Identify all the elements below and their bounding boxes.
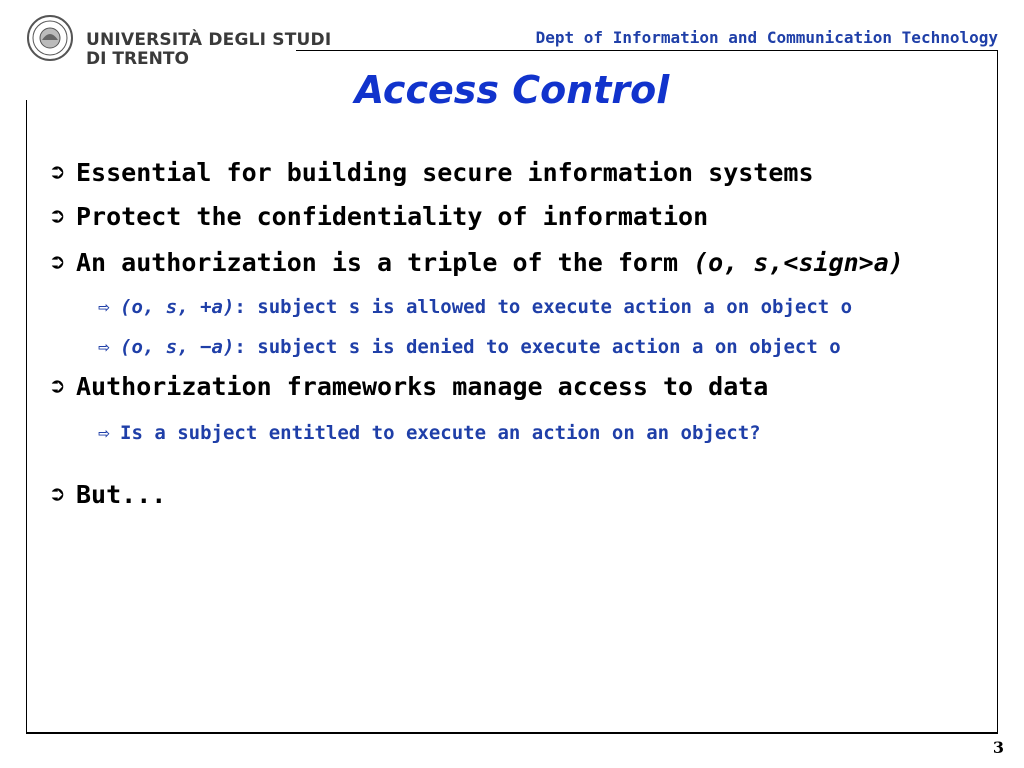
bullet-text: Essential for building secure information systems <box>76 158 814 187</box>
circled-arrow-icon: ➲ <box>50 158 66 187</box>
subbullet-text: Is a subject entitled to execute an action on an object? <box>120 422 761 444</box>
subbullet-text: : subject s is denied to execute action a on object o <box>234 336 841 358</box>
bullet-italic-formula: (o, s,<sign>a) <box>693 248 904 277</box>
bullet-essential <box>50 158 814 187</box>
bullet-text: An authorization is a triple of the form <box>76 248 694 277</box>
slide-title: Access Control <box>354 68 670 112</box>
hollow-arrow-icon: ⇨ <box>98 296 110 318</box>
university-name-line1: UNIVERSITÀ DEGLI STUDI <box>86 30 332 50</box>
bullet-protect <box>50 202 708 231</box>
subbullet-denied <box>98 336 841 358</box>
subbullet-italic-formula: (o, s, +a) <box>120 296 235 318</box>
bullet-but <box>50 480 166 509</box>
subbullet-text: : subject s is allowed to execute action a on object o <box>234 296 853 318</box>
bullet-text: Protect the confidentiality of information <box>76 202 709 231</box>
circled-arrow-icon: ➲ <box>50 248 66 277</box>
circled-arrow-icon: ➲ <box>50 480 66 509</box>
bullet-text: Authorization frameworks manage access to data <box>76 372 769 401</box>
circled-arrow-icon: ➲ <box>50 372 66 401</box>
bullet-text: But... <box>76 480 167 509</box>
university-name-line2: DI TRENTO <box>86 49 189 69</box>
bullet-frameworks <box>50 372 768 401</box>
hollow-arrow-icon: ⇨ <box>98 336 110 358</box>
bullet-authorization-triple <box>50 248 904 277</box>
department-name: Dept of Information and Communication Technology <box>535 28 998 47</box>
circled-arrow-icon: ➲ <box>50 202 66 231</box>
subbullet-question <box>98 422 761 444</box>
page-number: 3 <box>992 738 1004 757</box>
frame-bottom-border <box>26 733 998 734</box>
hollow-arrow-icon: ⇨ <box>98 422 110 444</box>
subbullet-allowed <box>98 296 852 318</box>
subbullet-italic-formula: (o, s, −a) <box>120 336 235 358</box>
